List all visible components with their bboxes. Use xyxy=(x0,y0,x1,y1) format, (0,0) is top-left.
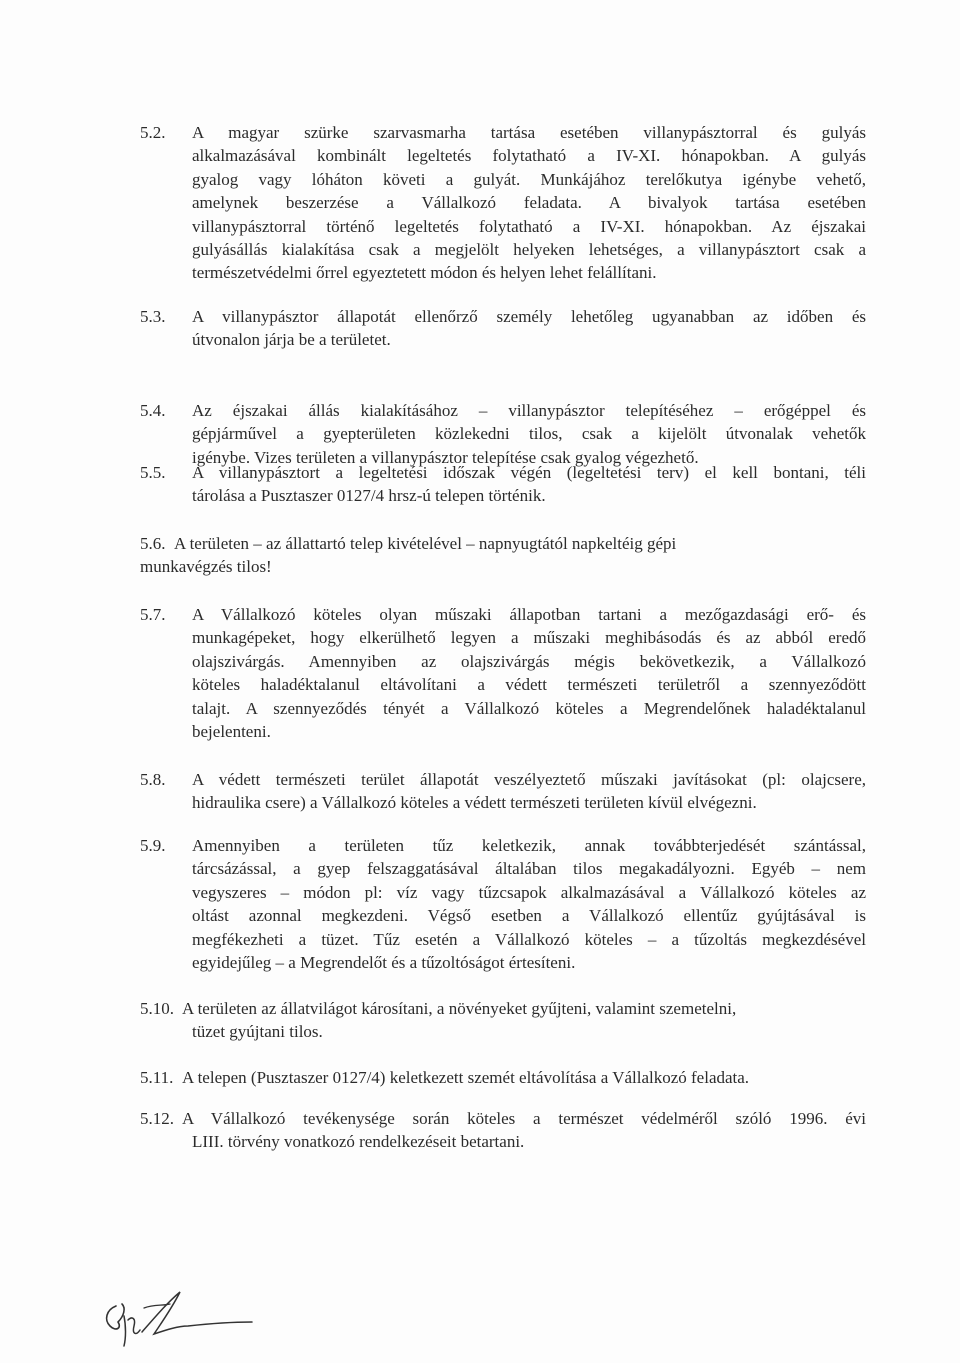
clause-text-continuation xyxy=(192,1020,866,1043)
text-line: tárolása a Pusztaszer 0127/4 hrsz-ú telepen történik. xyxy=(192,486,546,506)
clause-number: 5.4. xyxy=(140,401,166,420)
text-line: egyidejűleg – a Megrendelőt és a tűzoltóságot értesíteni. xyxy=(192,953,576,973)
clause-text xyxy=(192,121,866,285)
text-line: A védett természeti terület állapotát veszélyeztető műszaki javításokat (pl: olajcsere, xyxy=(192,770,866,789)
text-line: köteles haladéktalanul eltávolítani a védett természeti területről a szennyeződött xyxy=(192,675,866,695)
text-line: talajt. A szennyeződés tényét a Vállalkozó köteles a Megrendelőnek haladéktalanul xyxy=(192,698,866,718)
clause-text xyxy=(182,1107,866,1130)
text-line: gulyásállás kialakítása csak a megjelölt helyeken lehetséges, a villanypásztort csak a xyxy=(192,240,866,260)
clause-text xyxy=(192,834,866,974)
clause-number: 5.11. xyxy=(140,1068,174,1087)
text-line: amelynek beszerzése a Vállalkozó feladata. A bivalyok tartása esetében xyxy=(192,193,866,213)
text-line: munkagépeket, hogy elkerülhető legyen a műszaki meghibásodás és az abból eredő xyxy=(192,628,866,648)
text-line: tüzet gyújtani tilos. xyxy=(192,1022,323,1042)
clause-text xyxy=(192,768,866,815)
text-line: A Vállalkozó tevékenysége során köteles a természet védelméről szóló 1996. évi xyxy=(182,1109,866,1128)
clause-number: 5.8. xyxy=(140,770,166,789)
clause-number: 5.7. xyxy=(140,605,166,624)
text-line: A területen az állatvilágot károsítani, a növényeket gyűjteni, valamint szemetelni, xyxy=(182,999,737,1018)
clause-number: 5.6. xyxy=(140,534,166,553)
clause-text xyxy=(174,532,866,555)
text-line: igénybe. Vizes területen a villanypásztor telepítése csak gyalog végezhető. xyxy=(192,447,699,467)
text-line: A villanypásztor állapotát ellenőrző személy lehetőleg ugyanabban az időben és xyxy=(192,307,866,326)
text-line: természetvédelmi őrrel egyeztetett módon és helyen lehet felállítani. xyxy=(192,263,657,283)
text-line: A Vállalkozó köteles olyan műszaki állapotban tartani a mezőgazdasági erő- és xyxy=(192,605,866,624)
text-line: útvonalon járja be a területet. xyxy=(192,330,391,350)
clause-text xyxy=(182,997,866,1020)
clause-number: 5.12. xyxy=(140,1109,174,1128)
clause-number: 5.10. xyxy=(140,999,174,1018)
clause-text xyxy=(192,603,866,743)
clause-text xyxy=(192,399,866,469)
clause-number: 5.5. xyxy=(140,463,166,482)
text-line: A telepen (Pusztaszer 0127/4) keletkezett szemét eltávolítása a Vállalkozó feladata. xyxy=(182,1068,750,1087)
text-line: oltást azonnal megkezdeni. Végső esetben a Vállalkozó ellentűz gyújtásával is xyxy=(192,906,866,926)
text-line: tárcsázással, a gyep felszaggatásával általában tilos megakadályozni. Egyéb – nem xyxy=(192,859,866,879)
clause-text-continuation xyxy=(140,555,866,578)
text-line: gyalog vagy lóháton követi a gulyát. Munkájához terelőkutya igénybe vehető, xyxy=(192,169,866,189)
text-line: Amennyiben a területen tűz keletkezik, annak továbbterjedését szántással, xyxy=(192,836,866,855)
clause-number: 5.9. xyxy=(140,836,166,855)
clause-number: 5.3. xyxy=(140,307,166,326)
signature xyxy=(96,1286,266,1356)
text-line: hidraulika csere) a Vállalkozó köteles a védett természeti területen kívül elvégezni. xyxy=(192,793,757,813)
text-line: A magyar szürke szarvasmarha tartása esetében villanypásztorral és gulyás xyxy=(192,123,866,142)
clause-text xyxy=(182,1066,866,1089)
text-line: villanypásztorral történő legeltetés folytatható a IV-XI. hónapokban. Az éjszakai xyxy=(192,216,866,236)
text-line: Az éjszakai állás kialakításához – villanypásztor telepítéséhez – erőgéppel és xyxy=(192,401,866,420)
text-line: LIII. törvény vonatkozó rendelkezéseit betartani. xyxy=(192,1132,525,1152)
clause-text xyxy=(192,305,866,352)
text-line: bejelenteni. xyxy=(192,722,271,742)
text-line: munkavégzés tilos! xyxy=(140,557,272,577)
text-line: A területen – az állattartó telep kivételével – napnyugtától napkeltéig gépi xyxy=(174,534,677,553)
text-line: A villanypásztort a legeltetési időszak végén (legeltetési terv) el kell bontani, téli xyxy=(192,463,866,482)
text-line: vegyszeres – módon pl: víz vagy tűzcsapok alkalmazásával a Vállalkozó köteles az xyxy=(192,882,866,902)
text-line: olajszivárgás. Amennyiben az olajszivárgás mégis bekövetkezik, a Vállalkozó xyxy=(192,651,866,671)
clause-text-continuation xyxy=(192,1130,866,1153)
text-line: alkalmazásával kombinált legeltetés folytatható a IV-XI. hónapokban. A gulyás xyxy=(192,146,866,166)
text-line: megfékezheti a tüzet. Tűz esetén a Vállalkozó köteles – a tűzoltás megkezdésével xyxy=(192,929,866,949)
clause-number: 5.2. xyxy=(140,123,166,142)
clause-text xyxy=(192,461,866,508)
text-line: gépjárművel a gyepterületen közlekedni tilos, csak a kijelölt útvonalak vehetők xyxy=(192,424,866,444)
